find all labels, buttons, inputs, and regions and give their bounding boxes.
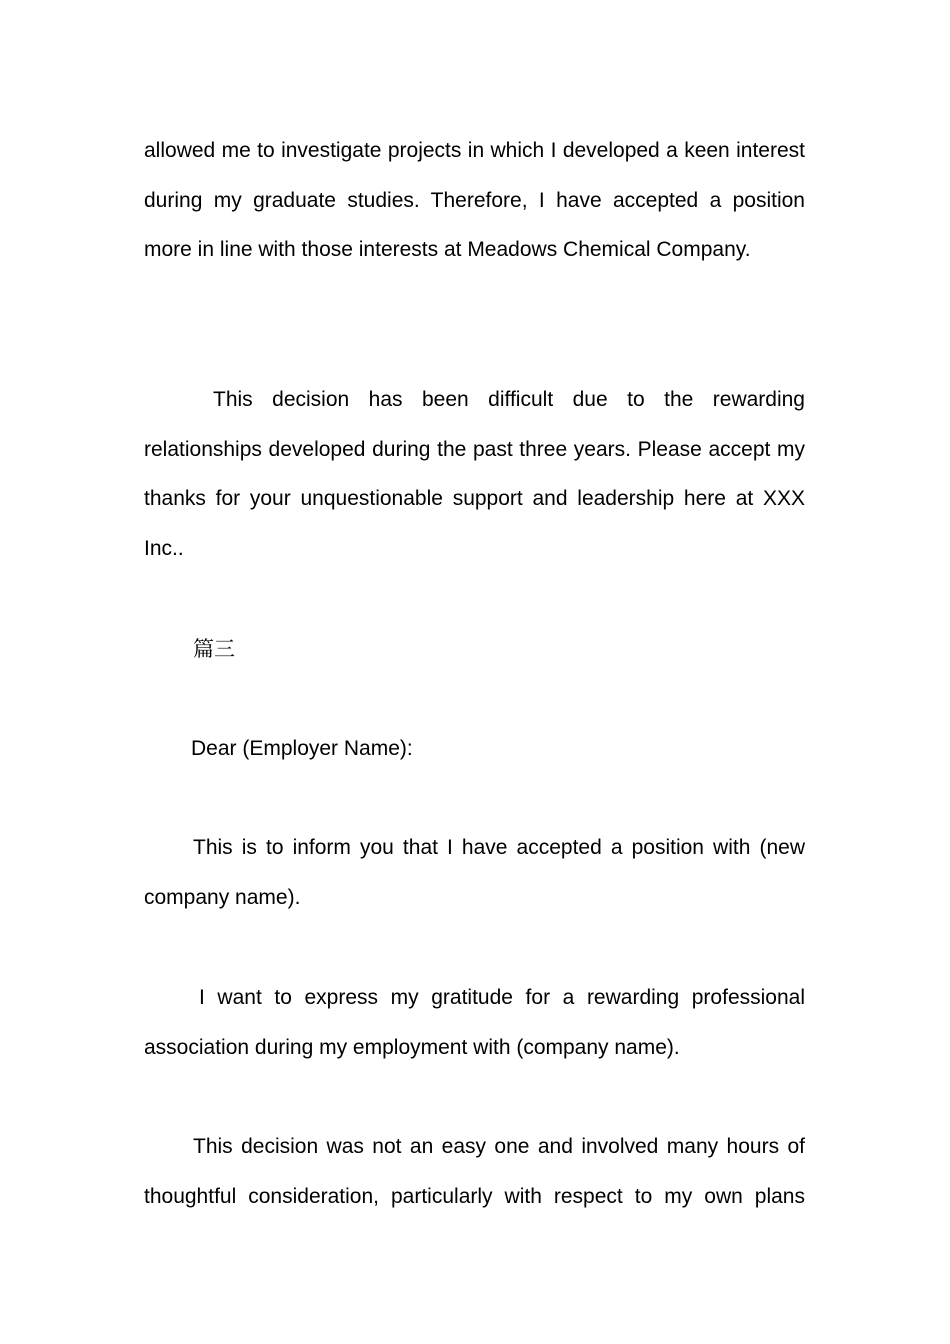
paragraph-consideration: This decision was not an easy one and involved many hours of thoughtful consideration, particularly with respect to my own plans [144,1135,805,1208]
paragraph-inform: This is to inform you that I have accepted a position with (new company name). [144,836,805,909]
paragraph-continuation: allowed me to investigate projects in which I developed a keen interest during my graduate studies. Therefore, I have accepted a position more in line with those interests at Meadows Chemical Company. [144,139,805,262]
section-heading: 篇三 [193,637,235,661]
paragraph-gratitude: I want to express my gratitude for a rewarding professional association during my employment with (company name). [144,986,805,1059]
paragraph-decision: This decision has been difficult due to the rewarding relationships developed during the past three years. Please accept my thanks for your unquestionable support and leadership here at XXX Inc.. [144,388,805,561]
salutation: Dear (Employer Name): [191,737,413,760]
